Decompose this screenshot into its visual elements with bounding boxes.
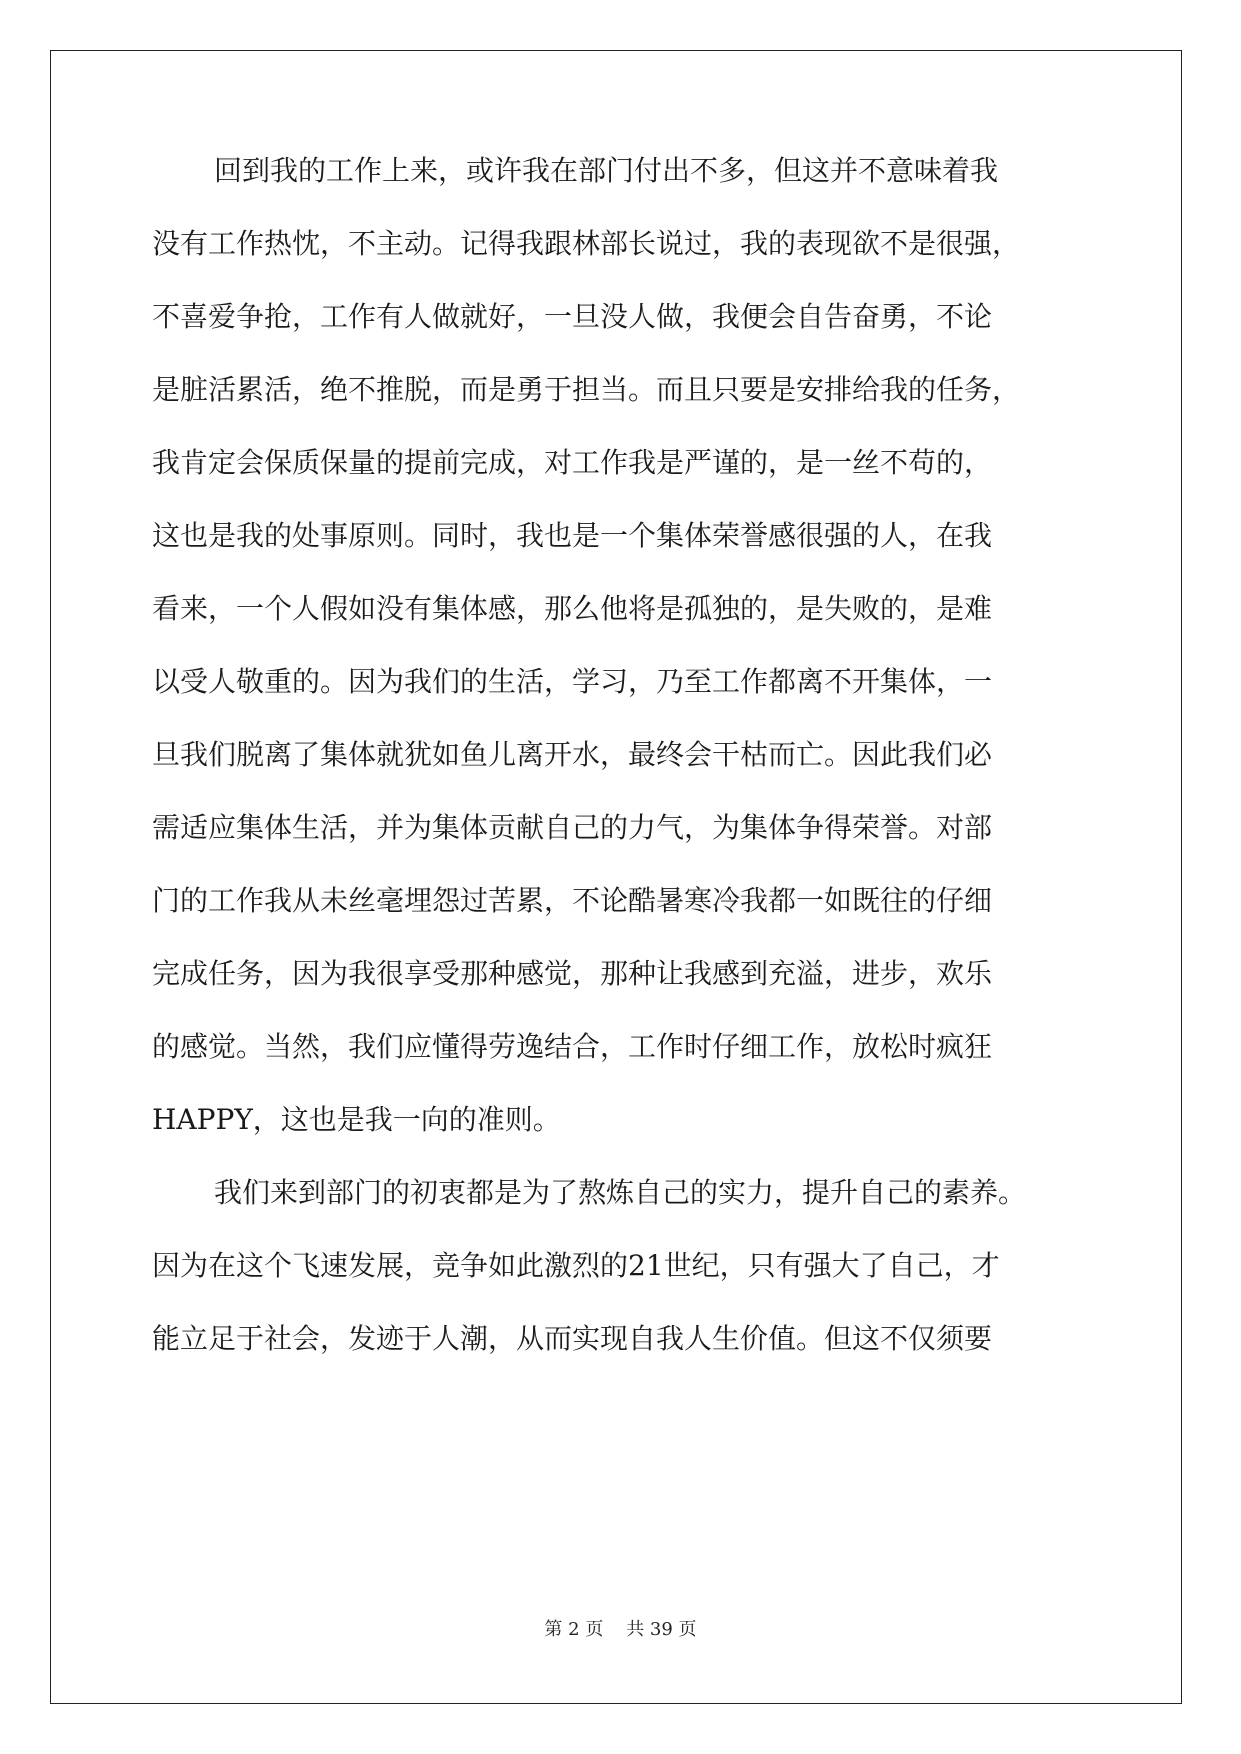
paragraph-line: 我肯定会保质保量的提前完成，对工作我是严谨的，是一丝不苟的， bbox=[152, 446, 993, 479]
paragraph-line: 回到我的工作上来，或许我在部门付出不多，但这并不意味着我 bbox=[214, 154, 999, 187]
paragraph-line: 需适应集体生活，并为集体贡献自己的力气，为集体争得荣誉。对部 bbox=[152, 811, 993, 844]
paragraph-line: 因为在这个飞速发展，竞争如此激烈的21世纪，只有强大了自己，才 bbox=[152, 1249, 1000, 1282]
paragraph-line: 以受人敬重的。因为我们的生活，学习，乃至工作都离不开集体，一 bbox=[152, 665, 993, 698]
paragraph-line: 完成任务，因为我很享受那种感觉，那种让我感到充溢，进步，欢乐 bbox=[152, 957, 993, 990]
paragraph-line: 看来，一个人假如没有集体感，那么他将是孤独的，是失败的，是难 bbox=[152, 592, 993, 625]
paragraph-line: 的感觉。当然，我们应懂得劳逸结合，工作时仔细工作，放松时疯狂 bbox=[152, 1030, 993, 1063]
paragraph-line: 没有工作热忱，不主动。记得我跟林部长说过，我的表现欲不是很强， bbox=[152, 227, 1021, 260]
paragraph-line: 门的工作我从未丝毫埋怨过苦累，不论酷暑寒冷我都一如既往的仔细 bbox=[152, 884, 993, 917]
page-footer: 第 2 页 共 39 页 bbox=[544, 1619, 697, 1640]
paragraph-line: 我们来到部门的初衷都是为了熬炼自己的实力，提升自己的素养。 bbox=[214, 1176, 1027, 1209]
paragraph-line: 能立足于社会，发迹于人潮，从而实现自我人生价值。但这不仅须要 bbox=[152, 1322, 993, 1355]
paragraph-line: HAPPY，这也是我一向的准则。 bbox=[152, 1103, 561, 1136]
paragraph-line: 是脏活累活，绝不推脱，而是勇于担当。而且只要是安排给我的任务， bbox=[152, 373, 1021, 406]
paragraph-line: 这也是我的处事原则。同时，我也是一个集体荣誉感很强的人，在我 bbox=[152, 519, 993, 552]
paragraph-line: 不喜爱争抢，工作有人做就好，一旦没人做，我便会自告奋勇，不论 bbox=[152, 300, 993, 333]
paragraph-line: 旦我们脱离了集体就犹如鱼儿离开水，最终会干枯而亡。因此我们必 bbox=[152, 738, 993, 771]
